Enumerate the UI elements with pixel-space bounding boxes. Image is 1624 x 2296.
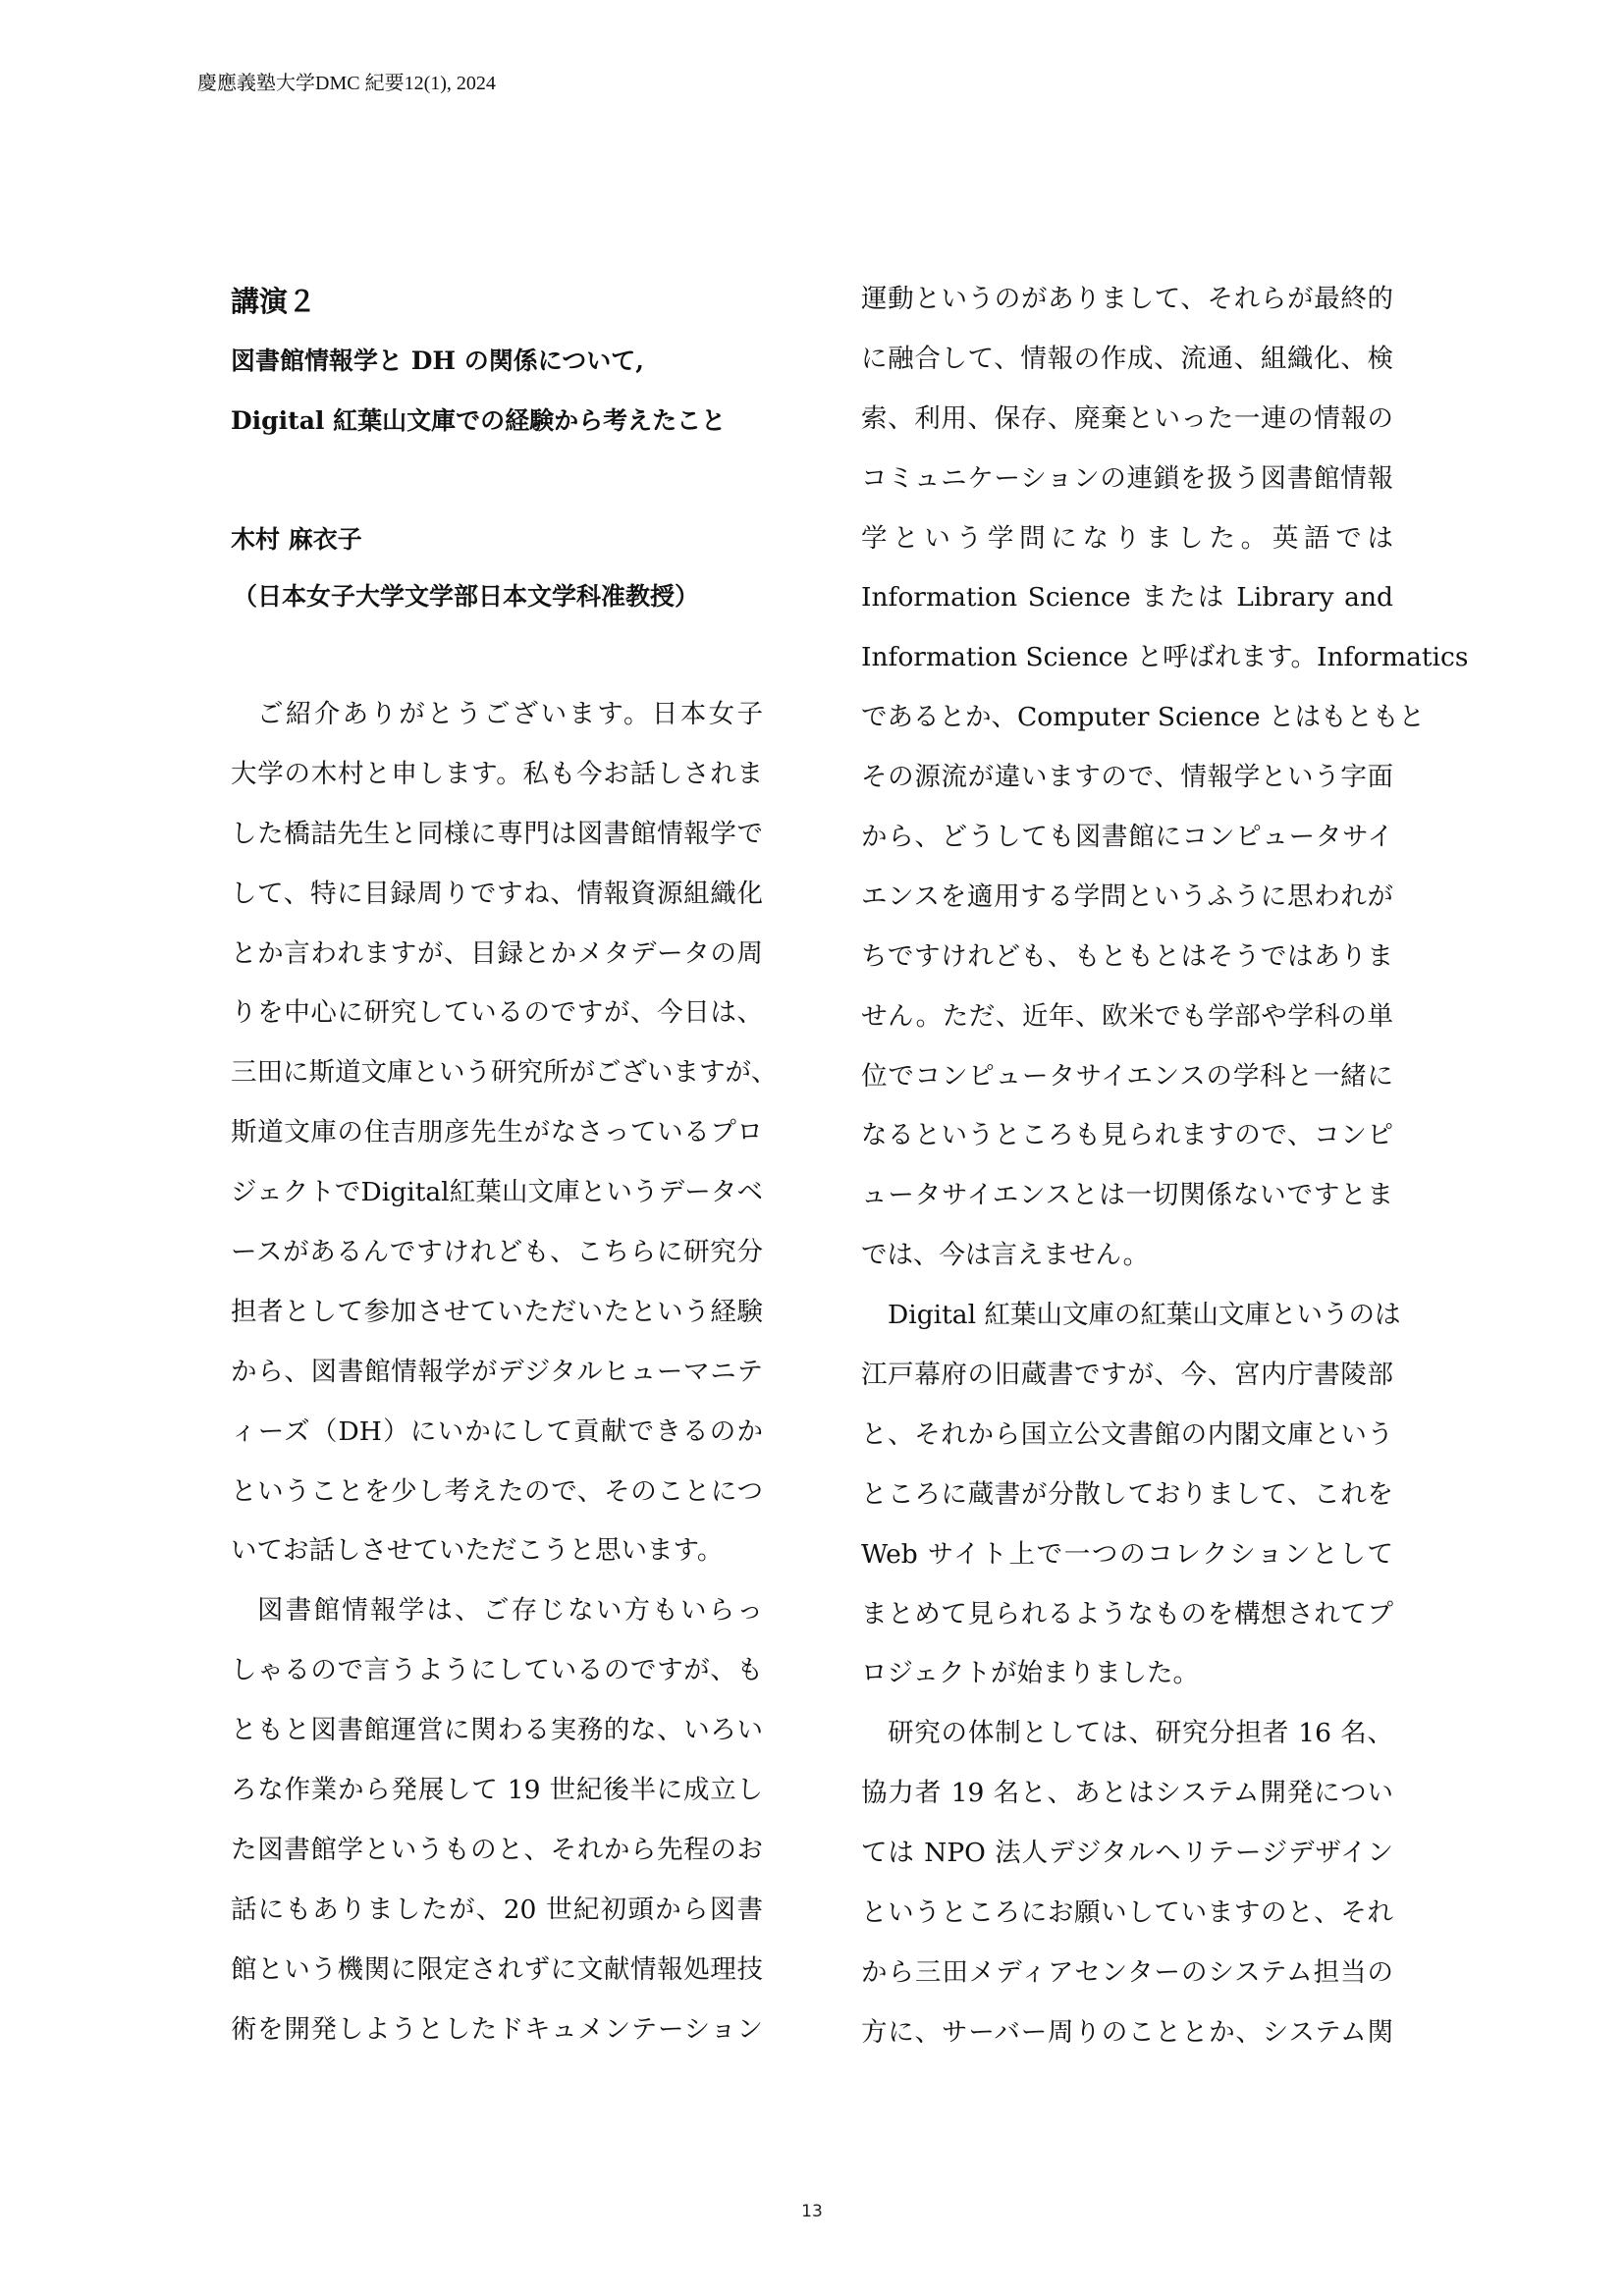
body-line: 担者として参加させていただいたという経験	[231, 1296, 763, 1327]
body-line: ということを少し考えたので、そのことにつ	[231, 1475, 763, 1507]
body-line: Information Science または Library and	[861, 582, 1393, 614]
body-line: 三田に斯道文庫という研究所がございますが、	[231, 1057, 778, 1089]
body-line: から、図書館情報学がデジタルヒューマニテ	[231, 1356, 763, 1387]
article-title-line-1: 図書館情報学と DH の関係について,	[231, 347, 644, 375]
body-line: して、特に目録周りですね、情報資源組織化	[231, 878, 763, 909]
body-line: に融合して、情報の作成、流通、組織化、検	[861, 343, 1393, 374]
body-line: では、今は言えません。	[861, 1240, 1150, 1271]
body-line: いてお話しさせていただこうと思います。	[231, 1535, 724, 1567]
page-number: 13	[801, 2202, 823, 2221]
body-line: ところに蔵書が分散しておりまして、これを	[861, 1478, 1393, 1510]
body-line: ロジェクトが始まりました。	[861, 1658, 1199, 1689]
body-line: であるとか、Computer Science とはもともと	[861, 702, 1425, 733]
left-column-body	[231, 685, 778, 2059]
author-affiliation: （日本女子大学文学部日本文学科准教授）	[233, 582, 700, 611]
article-title-line-2: Digital 紅葉山文庫での経験から考えたこと	[231, 406, 727, 435]
body-line: Information Science と呼ばれます。Informatics	[861, 642, 1469, 673]
body-line: まとめて見られるようなものを構想されてプ	[861, 1598, 1393, 1629]
body-line: ジェクトでDigital紅葉山文庫というデータベ	[231, 1177, 763, 1208]
body-line: 館という機関に限定されずに文献情報処理技	[231, 1953, 763, 1985]
body-line: した橋詰先生と同様に専門は図書館情報学で	[231, 818, 763, 849]
body-line: から、どうしても図書館にコンピュータサイ	[861, 822, 1393, 853]
body-line: というところにお願いしていますのと、それ	[861, 1897, 1393, 1929]
body-line: しゃるので言うようにしているのですが、も	[231, 1655, 763, 1686]
body-line: 図書館情報学は、ご存じない方もいらっ	[257, 1595, 763, 1627]
body-line: Web サイト上で一つのコレクションとして	[861, 1538, 1393, 1570]
body-line: 話にもありましたが、20 世紀初頭から図書	[231, 1894, 763, 1925]
running-header: 慶應義塾大学DMC 紀要12(1), 2024	[197, 73, 496, 94]
body-line: なるというところも見られますので、コンピ	[861, 1120, 1393, 1151]
body-line: コミュニケーションの連鎖を扱う図書館情報	[861, 462, 1393, 494]
body-line: ご紹介ありがとうございます。日本女子	[257, 699, 763, 729]
body-line: 方に、サーバー周りのこととか、システム関	[861, 2016, 1393, 2048]
body-line: せん。ただ、近年、欧米でも学部や学科の単	[861, 1000, 1393, 1032]
body-line: 索、利用、保存、廃棄といった一連の情報の	[861, 402, 1393, 434]
body-line: と、それから国立公文書館の内閣文庫という	[861, 1418, 1393, 1450]
body-line: 大学の木村と申します。私も今お話しされま	[231, 758, 763, 789]
body-line: その源流が違いますので、情報学という字面	[861, 762, 1393, 793]
body-line: 術を開発しようとしたドキュメンテーション	[231, 2013, 763, 2045]
body-line: 研究の体制としては、研究分担者 16 名、	[888, 1718, 1393, 1749]
body-line: 運動というのがありまして、それらが最終的	[861, 284, 1393, 314]
body-line: エンスを適用する学問というふうに思われが	[861, 881, 1393, 912]
body-line: ュータサイエンスとは一切関係ないですとま	[861, 1180, 1393, 1211]
body-line: りを中心に研究しているのですが、今日は、	[231, 997, 763, 1029]
body-line: から三田メディアセンターのシステム担当の	[861, 1956, 1393, 1988]
body-line: ともと図書館運営に関わる実務的な、いろい	[231, 1715, 763, 1746]
right-column-body	[861, 270, 1469, 2063]
body-line: ちですけれども、もともとはそうではありま	[861, 940, 1393, 972]
body-line: とか言われますが、目録とかメタデータの周	[231, 937, 763, 969]
body-line: 学という学問になりました。英語では	[861, 522, 1393, 554]
body-line: 江戸幕府の旧蔵書ですが、今、宮内庁書陵部	[861, 1360, 1393, 1391]
body-line: 協力者 19 名と、あとはシステム開発につい	[861, 1778, 1393, 1809]
lecture-label: 講演２	[231, 285, 317, 318]
body-line: た図書館学というものと、それから先程のお	[231, 1834, 763, 1865]
body-line: Digital 紅葉山文庫の紅葉山文庫というのは	[888, 1300, 1401, 1331]
body-line: ィーズ（DH）にいかにして貢献できるのか	[231, 1415, 763, 1447]
body-line: 位でコンピュータサイエンスの学科と一緒に	[861, 1060, 1393, 1092]
body-line: ースがあるんですけれども、こちらに研究分	[231, 1237, 763, 1268]
author-name: 木村 麻衣子	[231, 525, 362, 554]
body-line: ては NPO 法人デジタルヘリテージデザイン	[861, 1838, 1393, 1869]
body-line: ろな作業から発展して 19 世紀後半に成立し	[231, 1775, 763, 1806]
body-line: 斯道文庫の住吉朋彦先生がなさっているプロ	[231, 1117, 763, 1148]
